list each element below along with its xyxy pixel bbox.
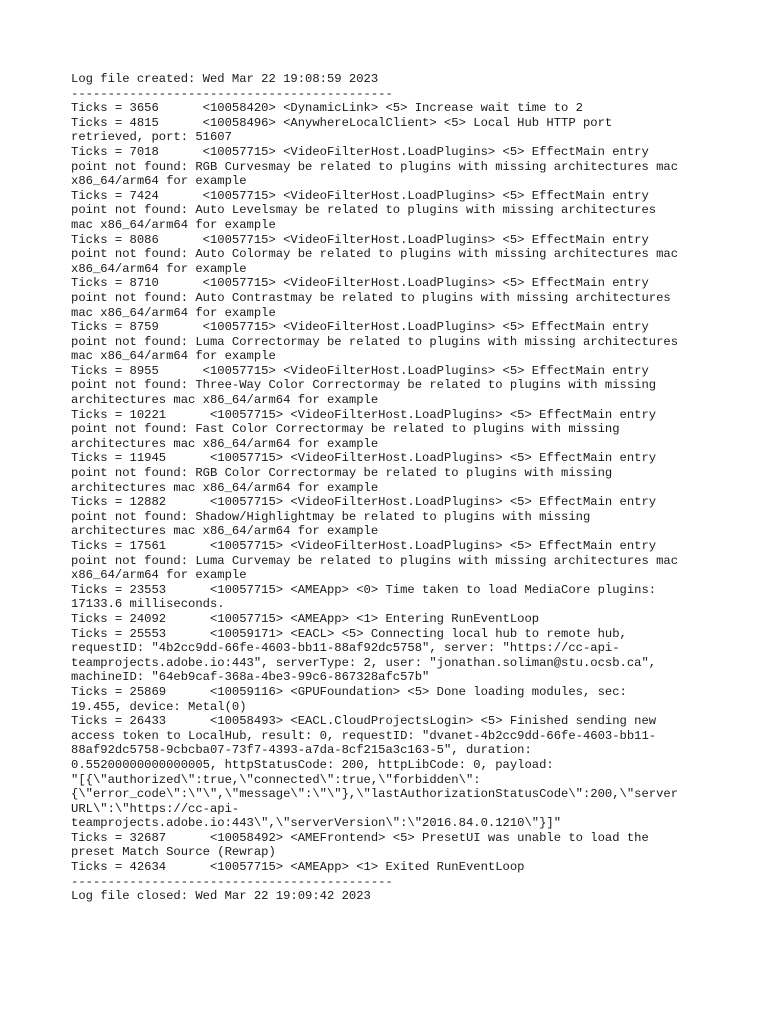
log-line: mac x86_64/arm64 for example [71, 349, 276, 364]
log-line: x86_64/arm64 for example [71, 568, 247, 583]
log-line: point not found: Shadow/Highlightmay be related to plugins with missing [71, 509, 591, 524]
log-line: Ticks = 32687 <10058492> <AMEFrontend> <5> PresetUI was unable to load the [71, 830, 649, 845]
separator-top: -------------------------------------------- [71, 86, 393, 101]
log-line: Ticks = 11945 <10057715> <VideoFilterHost.LoadPlugins> <5> EffectMain entry [71, 451, 657, 466]
log-line: point not found: Auto Colormay be related to plugins with missing architectures mac [71, 247, 679, 262]
log-line: URL\":\"https://cc-api- [71, 801, 240, 816]
log-line: point not found: Auto Contrastmay be related to plugins with missing architectures [71, 290, 671, 305]
log-line: mac x86_64/arm64 for example [71, 305, 276, 320]
log-line: Ticks = 10221 <10057715> <VideoFilterHost.LoadPlugins> <5> EffectMain entry [71, 407, 657, 422]
log-line: point not found: Fast Color Correctormay be related to plugins with missing [71, 422, 620, 437]
log-line: x86_64/arm64 for example [71, 261, 247, 276]
log-line: requestID: "4b2cc9dd-66fe-4603-bb11-88af92dc5758", server: "https://cc-api- [71, 641, 620, 656]
log-line: 17133.6 milliseconds. [71, 597, 225, 612]
log-line: 88af92dc5758-9cbcba07-73f7-4393-a7da-8cf215a3c163-5", duration: [71, 743, 532, 758]
log-line: Ticks = 17561 <10057715> <VideoFilterHost.LoadPlugins> <5> EffectMain entry [71, 539, 657, 553]
log-line: access token to LocalHub, result: 0, requestID: "dvanet-4b2cc9dd-66fe-4603-bb11- [71, 728, 657, 743]
log-line: Ticks = 8710 <10057715> <VideoFilterHost.LoadPlugins> <5> EffectMain entry [71, 276, 649, 291]
log-line: Ticks = 4815 <10058496> <AnywhereLocalClient> <5> Local Hub HTTP port [71, 115, 613, 130]
log-line: mac x86_64/arm64 for example [71, 217, 276, 232]
log-line: architectures mac x86_64/arm64 for example [71, 524, 379, 539]
log-line: teamprojects.adobe.io:443\",\"serverVersion\":\"2016.84.0.1210\"}]" [71, 816, 562, 831]
log-line: {\"error_code\":\"\",\"message\":\"\"},\"lastAuthorizationStatusCode\":200,\"server [71, 787, 679, 802]
log-line: Ticks = 8955 <10057715> <VideoFilterHost.LoadPlugins> <5> EffectMain entry [71, 363, 649, 378]
log-line: architectures mac x86_64/arm64 for example [71, 393, 379, 408]
log-line: point not found: RGB Curvesmay be related to plugins with missing architectures mac [71, 159, 679, 174]
log-line: architectures mac x86_64/arm64 for example [71, 436, 379, 451]
log-line: point not found: RGB Color Correctormay be related to plugins with missing [71, 466, 613, 481]
log-line: Ticks = 25869 <10059116> <GPUFoundation> <5> Done loading modules, sec: [71, 684, 627, 699]
log-line: teamprojects.adobe.io:443", serverType: 2, user: "jonathan.soliman@stu.ocsb.ca", [71, 655, 657, 670]
log-line: "[{\"authorized\":true,\"connected\":true,\"forbidden\": [71, 772, 481, 787]
log-line: retrieved, port: 51607 [71, 130, 232, 145]
log-line: machineID: "64eb9caf-368a-4be3-99c6-867328afc57b" [71, 670, 430, 685]
log-line: point not found: Auto Levelsmay be related to plugins with missing architectures [71, 203, 657, 218]
log-document [71, 72, 711, 904]
log-line: 0.55200000000000005, httpStatusCode: 200, httpLibCode: 0, payload: [71, 757, 554, 772]
log-line: architectures mac x86_64/arm64 for example [71, 480, 379, 495]
log-line: preset Match Source (Rewrap) [71, 845, 276, 860]
log-line: Ticks = 7424 <10057715> <VideoFilterHost.LoadPlugins> <5> EffectMain entry [71, 188, 649, 203]
log-line: 19.455, device: Metal(0) [71, 699, 247, 714]
log-line: x86_64/arm64 for example [71, 174, 247, 189]
log-line: point not found: Three-Way Color Correctormay be related to plugins with missing [71, 378, 657, 393]
log-line: point not found: Luma Correctormay be related to plugins with missing architectures [71, 334, 679, 349]
separator-bottom: -------------------------------------------- [71, 874, 393, 889]
log-line: Ticks = 7018 <10057715> <VideoFilterHost.LoadPlugins> <5> EffectMain entry [71, 144, 649, 159]
log-header: Log file created: Wed Mar 22 19:08:59 2023 [71, 72, 379, 86]
log-line: Ticks = 23553 <10057715> <AMEApp> <0> Time taken to load MediaCore plugins: [71, 582, 657, 597]
log-line: Ticks = 8086 <10057715> <VideoFilterHost.LoadPlugins> <5> EffectMain entry [71, 232, 649, 247]
log-line: Ticks = 12882 <10057715> <VideoFilterHost.LoadPlugins> <5> EffectMain entry [71, 495, 657, 510]
log-lines [71, 101, 711, 874]
log-line: Ticks = 26433 <10058493> <EACL.CloudProjectsLogin> <5> Finished sending new [71, 714, 657, 729]
log-line: Ticks = 25553 <10059171> <EACL> <5> Connecting local hub to remote hub, [71, 626, 627, 641]
log-line: Ticks = 8759 <10057715> <VideoFilterHost.LoadPlugins> <5> EffectMain entry [71, 320, 649, 335]
log-line: point not found: Luma Curvemay be related to plugins with missing architectures mac [71, 553, 679, 568]
log-line: Ticks = 24092 <10057715> <AMEApp> <1> Entering RunEventLoop [71, 611, 540, 626]
log-line: Ticks = 42634 <10057715> <AMEApp> <1> Exited RunEventLoop [71, 860, 525, 875]
log-footer: Log file closed: Wed Mar 22 19:09:42 2023 [71, 889, 371, 904]
log-line: Ticks = 3656 <10058420> <DynamicLink> <5> Increase wait time to 2 [71, 101, 583, 116]
